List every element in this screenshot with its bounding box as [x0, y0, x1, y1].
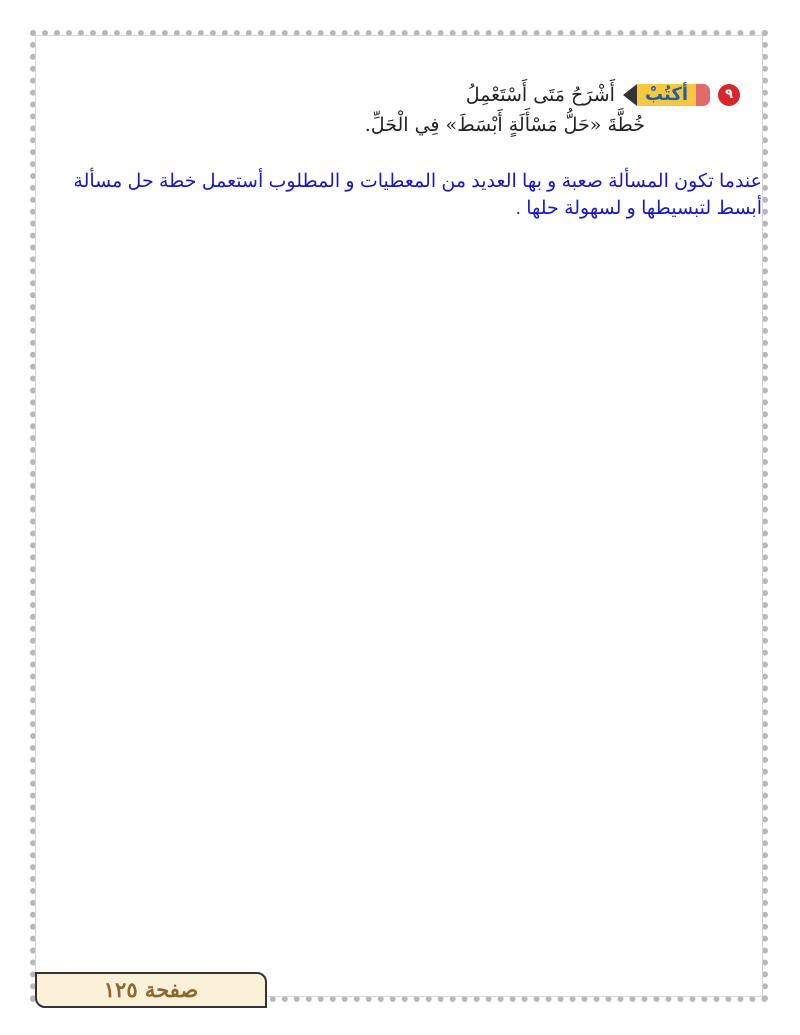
- answer-text: عندما تكون المسألة صعبة و بها العديد من المعطيات و المطلوب أستعمل خطة حل مسألة أبسط لتبسيطها و لسهولة حلها .: [73, 171, 762, 219]
- question-block: [220, 80, 740, 140]
- question-text-line1: أَشْرَحُ مَتَى أَسْتَعْمِلُ: [465, 84, 615, 106]
- page-number-label: صفحة ١٢٥: [35, 972, 267, 1008]
- question-number-badge: ٩: [718, 84, 740, 106]
- pencil-tip: [623, 84, 637, 106]
- question-first-line: [220, 80, 740, 110]
- write-tag: أكتُبْ: [637, 84, 696, 106]
- pencil-eraser: [696, 84, 710, 106]
- question-text-line2: خُطَّةَ «حَلُّ مَسْأَلَةٍ أَبْسَطَ» فِي الْحَلِّ.: [364, 114, 645, 136]
- pencil-icon: [623, 84, 710, 106]
